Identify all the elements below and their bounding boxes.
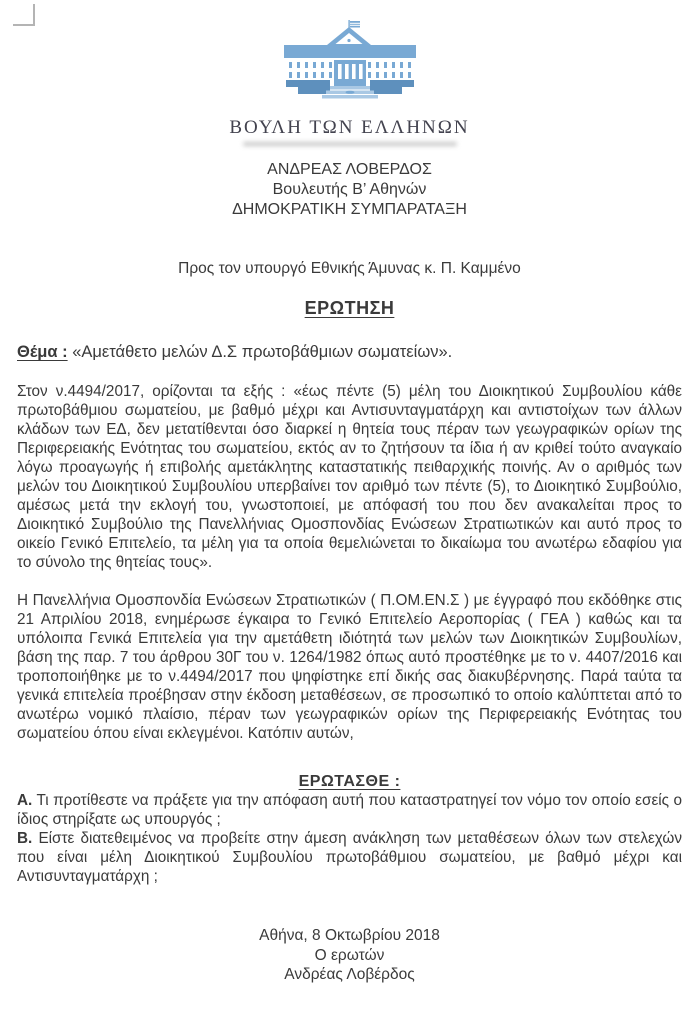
question-label: Β.: [17, 830, 33, 847]
subject-text: «Αμετάθετο μελών Δ.Σ πρωτοβάθμιων σωματείων».: [72, 343, 453, 361]
question-text: Είστε διατεθειμένος να προβείτε στην άμεση ανάκληση των μεταθέσεων όλων των στελεχών που είναι μέλη Διοικητικού Συμβουλίου πρωτοβάθμιου σωματείου, με βαθμό μέχρι και Αντισυνταγματάρχη ;: [17, 830, 683, 885]
signatory-name: Ανδρέας Λοβέρδος: [284, 966, 415, 983]
questions-heading: ΕΡΩΤΑΣΘΕ :: [298, 773, 401, 790]
subject-line: [17, 343, 682, 362]
question-label: Α.: [17, 792, 33, 809]
parliament-logo-caption: ΒΟΥΛΗ ΤΩΝ ΕΛΛΗΝΩΝ: [229, 117, 470, 138]
question-item: [17, 791, 682, 829]
date-line: Αθήνα, 8 Οκτωβρίου 2018: [259, 927, 440, 944]
question-text: Τι προτίθεστε να πράξετε για την απόφαση αυτή που καταστρατηγεί τον νόμο τον οποίο εσείς ο ίδιος στηρίξατε ως υπουργός ;: [17, 792, 682, 828]
question-item: [17, 829, 682, 886]
parliament-building-icon: [284, 20, 416, 111]
parliament-logo-block: [0, 0, 699, 146]
signoff-line: Ο ερωτών: [314, 946, 385, 964]
recipient-line: Προς τον υπουργό Εθνικής Άμυνας κ. Π. Καμμένο: [178, 260, 521, 277]
body-paragraph: Στον ν.4494/2017, ορίζονται τα εξής : «έως πέντε (5) μέλη του Διοικητικού Συμβουλίου κάθε πρωτοβάθμιου σωματείου, με βαθμό μέχρι και Αντισυνταγματάρχη και αντιστοίχων των άλλων κλάδων των ΕΔ, δεν μετατίθενται όσο διαρκεί η θητεία τους πέραν των γεωγραφικών ορίων της Περιφερειακής Ενότητας του σωματείου, εκτός αν το ζητήσουν τα ίδια ή αν κριθεί τούτο αναγκαίο λόγω προαγωγής ή επιβολής αμετάκλητης καταστατικής πειθαρχικής ποινής. Αν ο αριθμός των μελών του Διοικητικού Συμβουλίου υπερβαίνει τον αριθμό των πέντε (5), το Διοικητικό Συμβούλιο, αμέσως μετά την εκλογή του, γνωστοποιεί, με απόφασή του που δεν ανακαλείται προς το Διοικητικό Συμβούλιο της Πανελλήνιας Ομοσπονδίας Ενώσεων Στρατιωτικών και αυτό προς το οικείο Γενικό Επιτελείο, τα μέλη για τα οποία θεμελιώνεται το δικαίωμα του ανωτέρω εδαφίου για το σύνολο της θητείας τους».: [17, 383, 682, 571]
body-paragraph: Η Πανελλήνια Ομοσπονδία Ενώσεων Στρατιωτικών ( Π.ΟΜ.ΕΝ.Σ ) με έγγραφό που εκδόθηκε στις 21 Απριλίου 2018, ενημέρωσε έγκαιρα το Γενικό Επιτελείο Αεροπορίας ( ΓΕΑ ) καθώς και τα υπόλοιπα Γενικά Επιτελεία για την αμετάθετη ιδιότητά των μελών των Διοικητικών Συμβουλίων, βάση της παρ. 7 του άρθρου 30Γ του ν. 1264/1982 όπως αυτό προστέθηκε με το ν. 4407/2016 και τροποποιήθηκε με το ν.4494/2017 που ψηφίστηκε επί δικής σας διακυβέρνησης. Παρά ταύτα τα γενικά επιτελεία προέβησαν στην έκδοση μεταθέσεων, σε προσωπικό το οποίο καλύπτεται από το ανωτέρω νομικό πλαίσιο, πέραν των γεωγραφικών ορίων της Περιφερειακής Ενότητας του σωματείου όπου είναι εκλεγμένοι. Κατόπιν αυτών,: [17, 592, 682, 742]
letterhead: [0, 160, 699, 220]
signature-block: [0, 926, 699, 985]
document-type-heading: ΕΡΩΤΗΣΗ: [304, 298, 395, 318]
author-party: ΔΗΜΟΚΡΑΤΙΚΗ ΣΥΜΠΑΡΑΤΑΞΗ: [232, 201, 467, 218]
subject-label: Θέμα :: [17, 343, 68, 361]
author-name: ΑΝΔΡΕΑΣ ΛΟΒΕΡΔΟΣ: [267, 161, 432, 178]
author-role: Βουλευτής Β’ Αθηνών: [272, 181, 427, 198]
logo-caption-shadow: [243, 142, 457, 146]
page-corner-mark: [13, 4, 35, 26]
